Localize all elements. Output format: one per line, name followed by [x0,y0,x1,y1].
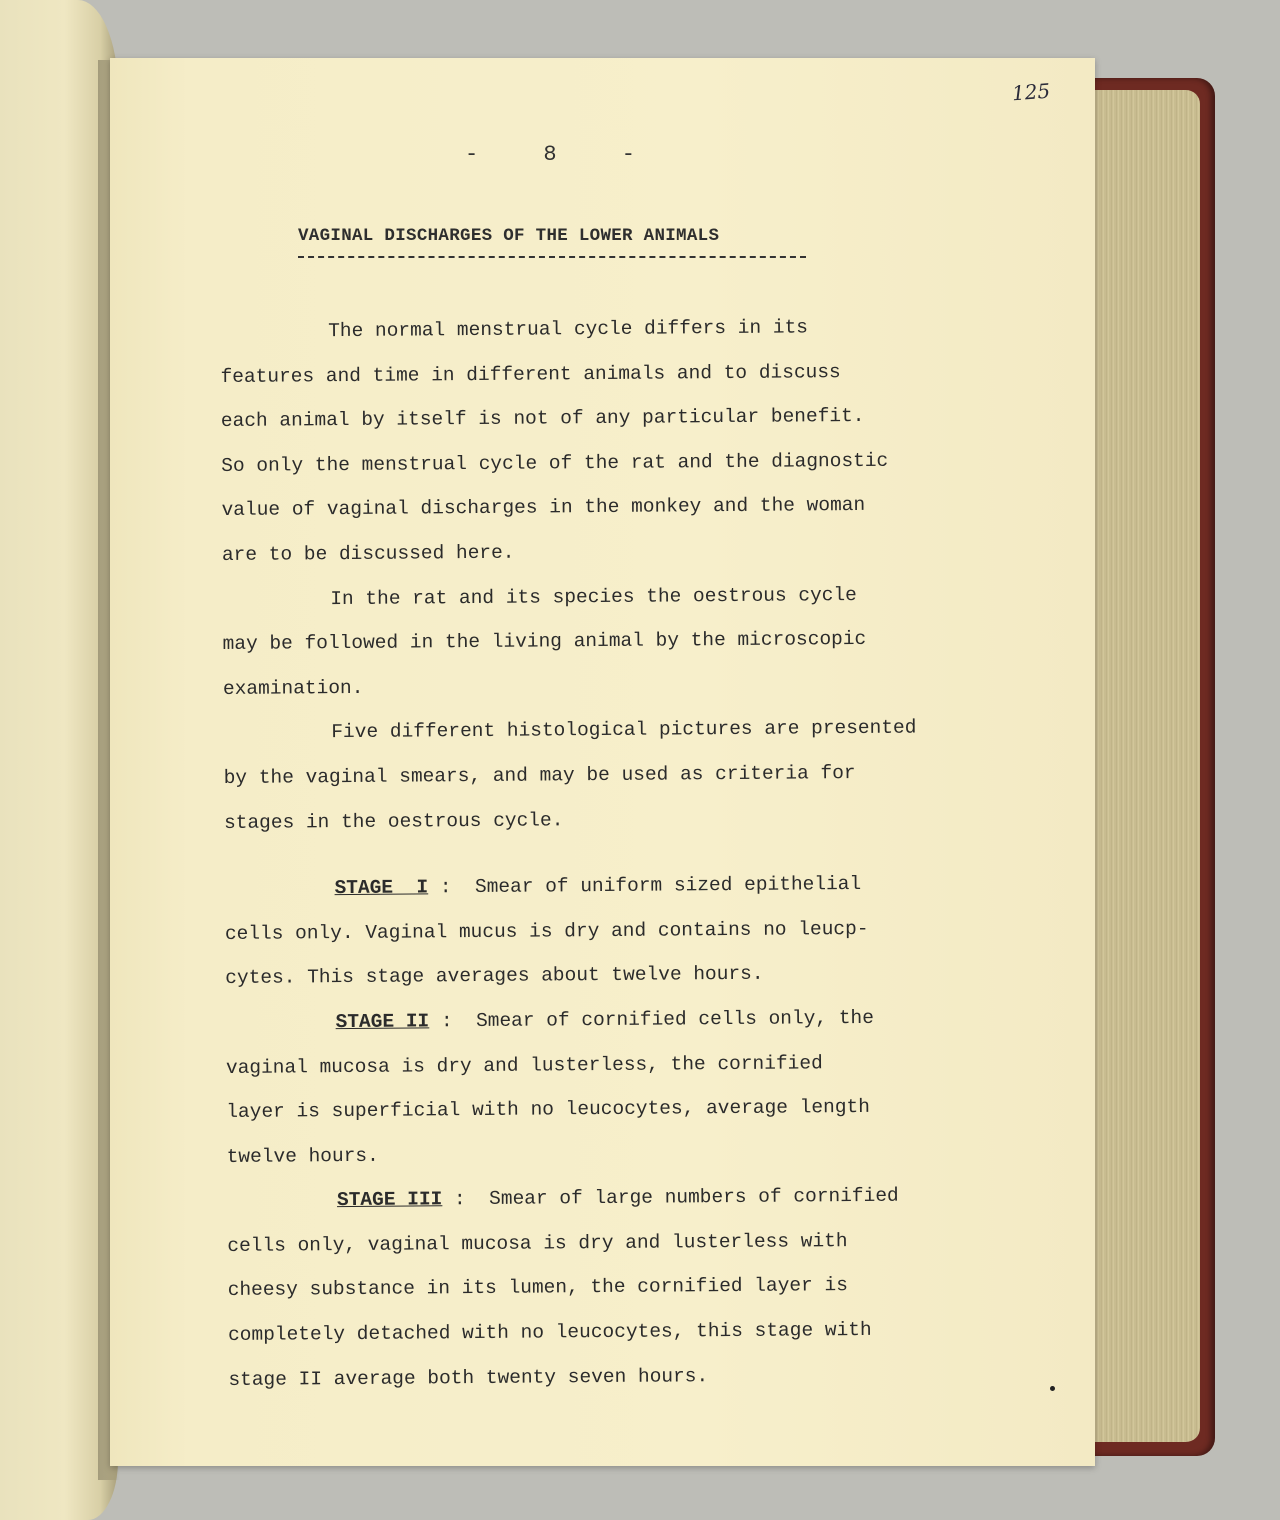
stage-label: STAGE II [335,1010,430,1034]
stage-text: Smear of cornified cells only, the [475,1006,874,1032]
text-line: twelve hours. [226,1144,379,1168]
text-line: In the rat and its species the oestrous cycle [330,583,857,610]
ink-speck [1050,1386,1055,1391]
stage-label: STAGE III [336,1188,443,1212]
text-line: by the vaginal smears, and may be used as criteria for [223,761,856,789]
page-number-dash-left: - [465,142,479,167]
page-number-value: 8 [543,142,557,167]
text-line: are to be discussed here. [221,541,515,566]
stage-text: Smear of uniform sized epithelial [474,873,862,899]
stage-separator: : [429,1009,477,1033]
text-line: So only the menstrual cycle of the rat and the diagnostic [221,449,889,477]
stage-label: STAGE I [334,876,429,900]
heading-underline [298,256,806,258]
text-line: features and time in different animals and to discuss [220,360,841,388]
text-line: cells only, vaginal mucosa is dry and lusterless with [227,1229,848,1257]
text-line: Five different histological pictures are presented [331,716,917,744]
text-line: cheesy substance in its lumen, the cornified layer is [227,1274,848,1302]
text-line: stages in the oestrous cycle. [223,808,564,834]
text-line: each animal by itself is not of any particular benefit. [220,405,865,433]
body-text [220,304,1009,1402]
stage-text: Smear of large numbers of cornified [489,1184,899,1211]
text-line: stage II average both twenty seven hours. [228,1364,709,1391]
text-line: examination. [222,676,364,700]
stage-line [225,995,1005,1046]
text-line: The normal menstrual cycle differs in its [328,316,809,343]
stage-separator: : [428,876,476,899]
text-line: value of vaginal discharges in the monkey and the woman [221,494,866,522]
page-number [465,142,635,167]
text-line: cytes. This stage averages about twelve hours. [225,963,764,990]
page-number-dash-right: - [621,142,635,167]
text-line: cells only. Vaginal mucus is dry and contains no leucp- [224,917,869,945]
stage-separator: : [442,1188,490,1211]
section-heading: VAGINAL DISCHARGES OF THE LOWER ANIMALS [298,226,720,246]
text-line: vaginal mucosa is dry and lusterless, the cornified [225,1051,823,1079]
stage-line [227,1173,1007,1224]
text-line: completely detached with no leucocytes, this stage with [227,1318,872,1347]
handwritten-folio-number: 125 [1011,78,1051,106]
stage-line [224,861,1004,912]
text-line: may be followed in the living animal by the microscopic [222,628,867,656]
page-block-edge [1090,90,1200,1442]
text-line: layer is superficial with no leucocytes, average length [226,1096,870,1124]
